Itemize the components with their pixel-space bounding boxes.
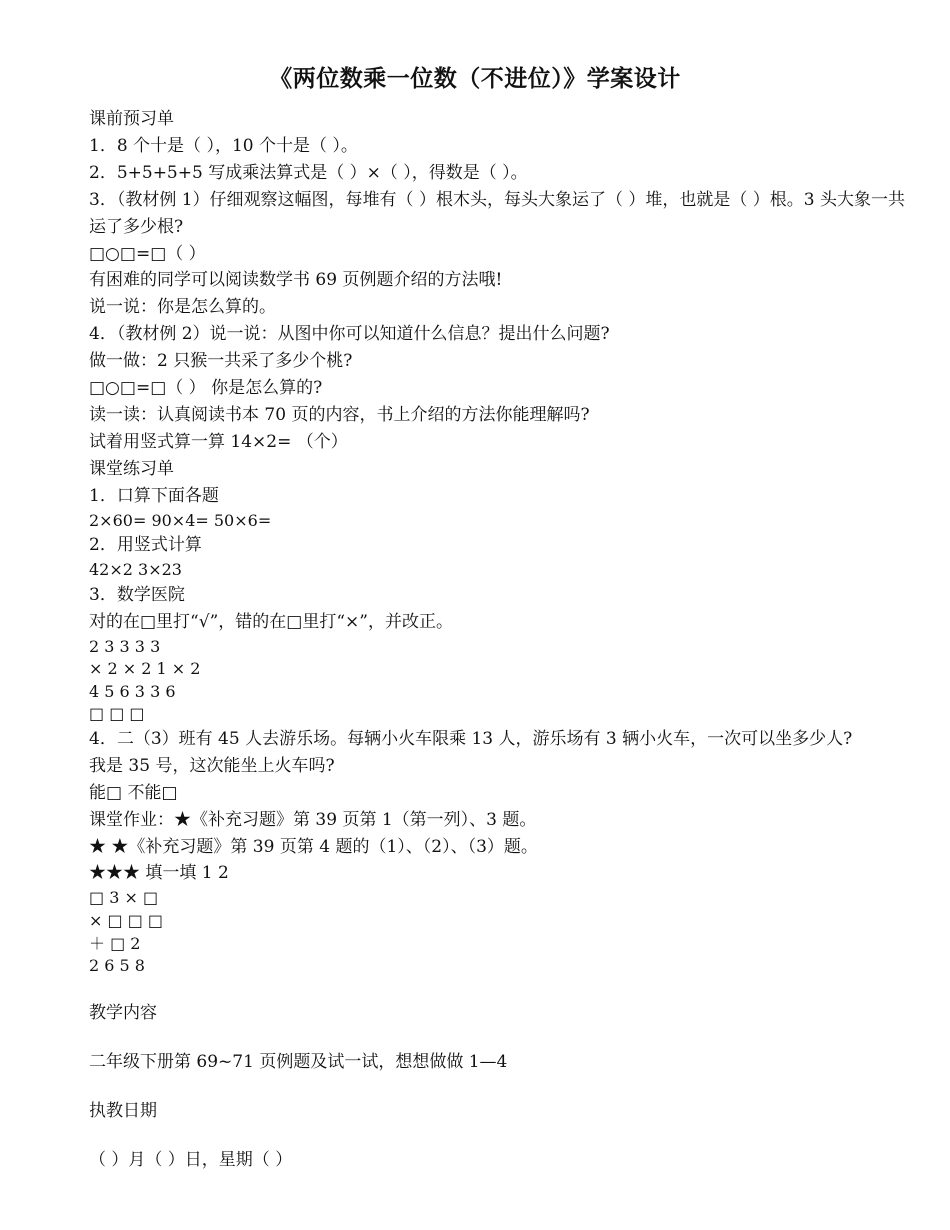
spacer xyxy=(89,978,919,1000)
practice-q3-row-1: 2 3 3 3 3 xyxy=(89,636,161,656)
practice-q4-line-2: 我是 35 号，这次能坐上火车吗? xyxy=(89,755,335,776)
practice-q3-row-4: □ □ □ xyxy=(89,704,145,724)
spacer xyxy=(89,1027,919,1049)
preview-line-2: 2．5+5+5+5 写成乘法算式是（ ）×（ ），得数是（ ）。 xyxy=(89,162,528,183)
document-title: 《两位数乘一位数（不进位）》学案设计 xyxy=(269,65,681,92)
homework-line-1: 课堂作业：★《补充习题》第 39 页第 1（第一列）、3 题。 xyxy=(89,809,537,830)
preview-line-10: 读一读：认真阅读书本 70 页的内容，书上介绍的方法你能理解吗? xyxy=(89,404,590,425)
content-label: 教学内容 xyxy=(89,1002,157,1023)
practice-q3-row-3: 4 5 6 3 3 6 xyxy=(89,681,176,701)
practice-q3-row-2: × 2 × 2 1 × 2 xyxy=(89,659,201,679)
practice-q2-title: 2．用竖式计算 xyxy=(89,535,202,556)
practice-q2-body: 42×2 3×23 xyxy=(89,560,182,580)
preview-line-6: 说一说：你是怎么算的。 xyxy=(89,297,276,318)
content-value: 二年级下册第 69~71 页例题及试一试，想想做做 1—4 xyxy=(89,1051,508,1072)
spacer xyxy=(89,1125,919,1147)
preview-line-3: 3．（教材例 1）仔细观察这幅图，每堆有（ ）根木头，每头大象运了（ ）堆，也就是（ ）根。3 头大象一共运了多少根? xyxy=(89,189,905,237)
practice-q3-instruction: 对的在□里打“√”，错的在□里打“×”，并改正。 xyxy=(89,611,453,632)
preview-line-5: 有困难的同学可以阅读数学书 69 页例题介绍的方法哦! xyxy=(89,270,503,291)
homework-row-2: × □ □ □ xyxy=(89,910,164,930)
homework-line-3: ★★★ 填一填 1 2 xyxy=(89,863,229,884)
preview-line-4: □○□=□（ ） xyxy=(89,243,206,264)
date-value: （ ）月（ ）日，星期（ ） xyxy=(89,1149,293,1170)
practice-q4-line-3: 能□ 不能□ xyxy=(89,782,178,803)
preview-line-11: 试着用竖式算一算 14×2= （个） xyxy=(89,431,348,452)
homework-row-3: ＋ □ 2 xyxy=(89,933,141,953)
preview-line-7: 4．（教材例 2）说一说：从图中你可以知道什么信息？提出什么问题? xyxy=(89,324,610,345)
homework-row-4: 2 6 5 8 xyxy=(89,956,145,976)
practice-q1-body: 2×60= 90×4= 50×6= xyxy=(89,510,272,530)
spacer xyxy=(89,1076,919,1098)
document-body xyxy=(89,106,919,1174)
date-label: 执教日期 xyxy=(89,1100,157,1121)
practice-q1-title: 1．口算下面各题 xyxy=(89,485,219,506)
homework-row-1: □ 3 × □ xyxy=(89,888,159,908)
homework-line-2: ★ ★《补充习题》第 39 页第 4 题的（1）、（2）、（3）题。 xyxy=(89,836,538,857)
practice-q4-line-1: 4．二（3）班有 45 人去游乐场。每辆小火车限乘 13 人，游乐场有 3 辆小火车，一次可以坐多少人? xyxy=(89,728,853,749)
preview-line-9: □○□=□（ ） 你是怎么算的? xyxy=(89,378,323,399)
preview-line-1: 1．8 个十是（ ），10 个十是（ ）。 xyxy=(89,135,358,156)
preview-line-8: 做一做：2 只猴一共采了多少个桃? xyxy=(89,351,353,372)
section-heading-practice: 课堂练习单 xyxy=(89,458,174,479)
section-heading-preview: 课前预习单 xyxy=(89,109,174,129)
practice-q3-title: 3．数学医院 xyxy=(89,584,185,605)
